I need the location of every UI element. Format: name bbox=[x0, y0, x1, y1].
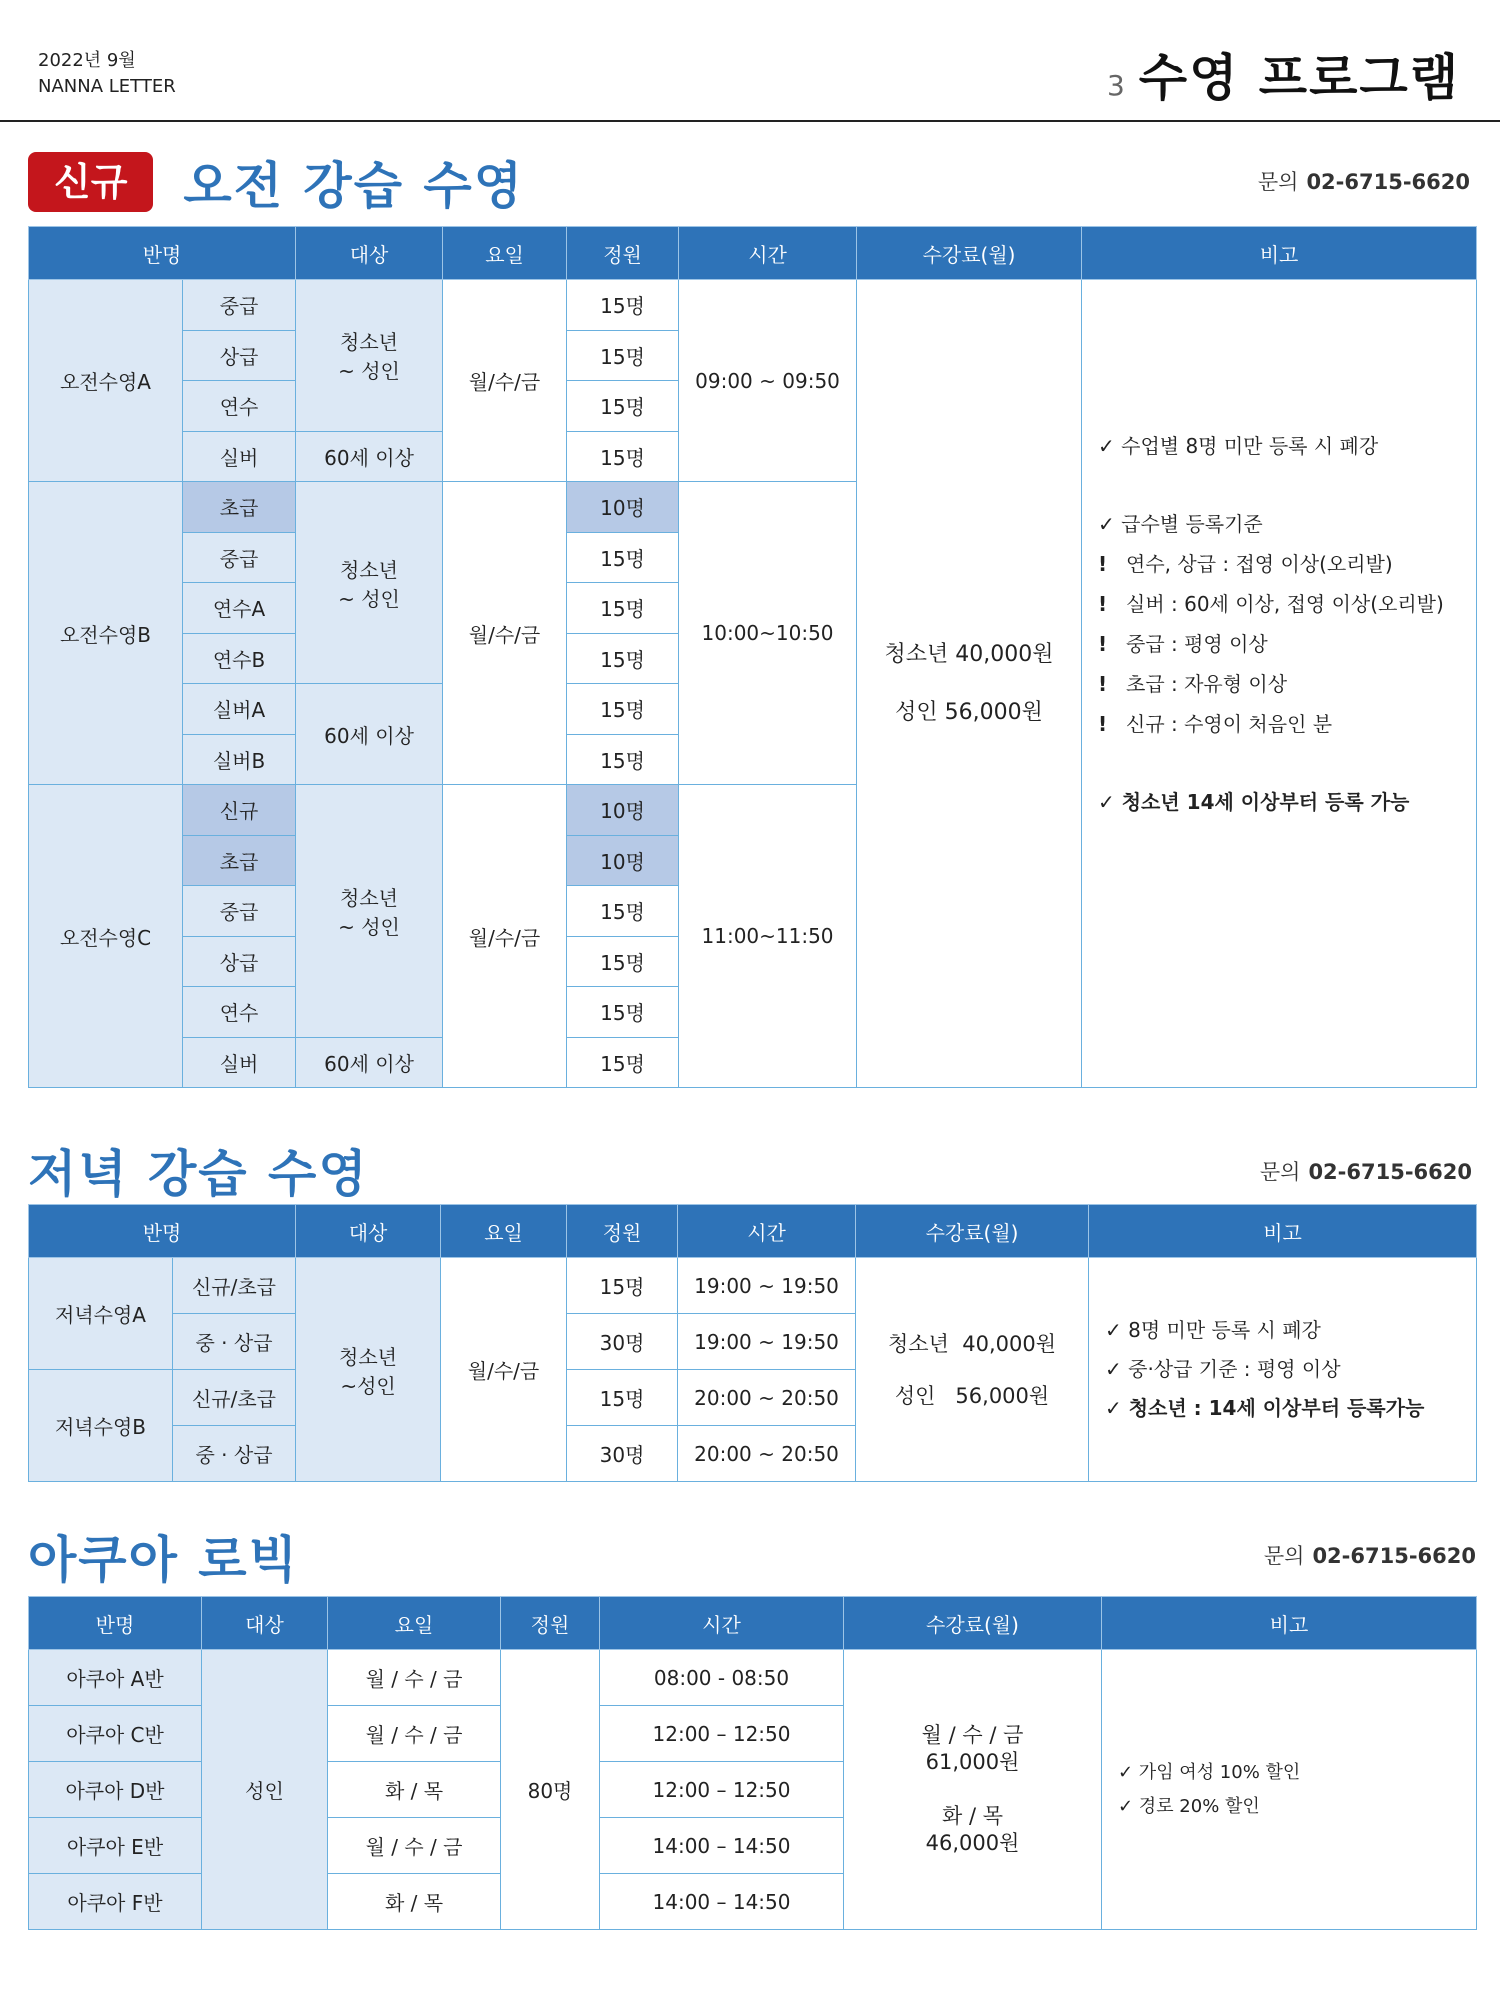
col-capacity: 정원 bbox=[501, 1597, 600, 1650]
days: 월 / 수 / 금 bbox=[328, 1706, 501, 1762]
time: 19:00 ~ 19:50 bbox=[678, 1314, 856, 1370]
days: 월 / 수 / 금 bbox=[328, 1818, 501, 1874]
days: 월/수/금 bbox=[441, 1258, 567, 1482]
target: 60세 이상 bbox=[296, 684, 443, 785]
time: 10:00~10:50 bbox=[679, 482, 857, 785]
fee-cell bbox=[857, 280, 1082, 1088]
level: 신규 bbox=[183, 785, 296, 836]
note-line: ✓ 8명 미만 등록 시 폐강 bbox=[1105, 1318, 1321, 1342]
target: 성인 bbox=[202, 1650, 328, 1930]
notes-cell bbox=[1082, 280, 1477, 1088]
col-target: 대상 bbox=[202, 1597, 328, 1650]
col-target: 대상 bbox=[296, 227, 443, 280]
aqua-contact bbox=[1264, 1540, 1476, 1570]
level: 중급 bbox=[183, 532, 296, 583]
capacity: 30명 bbox=[567, 1426, 678, 1482]
issue-info bbox=[38, 48, 176, 100]
capacity: 15명 bbox=[567, 280, 679, 331]
capacity: 15명 bbox=[567, 987, 679, 1038]
level: 상급 bbox=[183, 330, 296, 381]
col-note: 비고 bbox=[1089, 1205, 1477, 1258]
fee-adult: 성인 56,000원 bbox=[894, 1383, 1050, 1408]
capacity: 15명 bbox=[567, 431, 679, 482]
time: 09:00 ~ 09:50 bbox=[679, 280, 857, 482]
note-line: ✓ 중·상급 기준 : 평영 이상 bbox=[1105, 1357, 1341, 1381]
col-capacity: 정원 bbox=[567, 1205, 678, 1258]
newsletter-name: NANNA LETTER bbox=[38, 76, 176, 97]
note-line: ✓ 가임 여성 10% 할인 bbox=[1118, 1761, 1301, 1783]
time: 20:00 ~ 20:50 bbox=[678, 1370, 856, 1426]
class-name: 아쿠아 F반 bbox=[29, 1874, 202, 1930]
class-name: 오전수영C bbox=[29, 785, 183, 1088]
evening-contact bbox=[1260, 1156, 1472, 1186]
capacity: 10명 bbox=[567, 835, 679, 886]
col-fee: 수강료(월) bbox=[844, 1597, 1102, 1650]
target: 청소년 ~ 성인 bbox=[296, 482, 443, 684]
note-line: ✓ 경로 20% 할인 bbox=[1118, 1795, 1260, 1817]
contact-label: 문의 bbox=[1257, 170, 1299, 194]
page-heading bbox=[1107, 38, 1460, 110]
target: 60세 이상 bbox=[296, 431, 443, 482]
exclamation-icon: ! bbox=[1098, 631, 1108, 656]
time: 20:00 ~ 20:50 bbox=[678, 1426, 856, 1482]
capacity: 10명 bbox=[567, 785, 679, 836]
fee-youth: 청소년 40,000원 bbox=[888, 1331, 1056, 1356]
level: 중 · 상급 bbox=[173, 1314, 296, 1370]
exclamation-icon: ! bbox=[1098, 551, 1108, 576]
col-fee: 수강료(월) bbox=[856, 1205, 1089, 1258]
morning-section-title: 오전 강습 수영 bbox=[183, 157, 525, 215]
level: 초급 bbox=[183, 482, 296, 533]
time: 08:00 - 08:50 bbox=[600, 1650, 844, 1706]
note-line: ✓ 수업별 8명 미만 등록 시 폐강 bbox=[1098, 433, 1379, 458]
target: 청소년 ~ 성인 bbox=[296, 785, 443, 1038]
capacity: 15명 bbox=[567, 1037, 679, 1088]
capacity: 15명 bbox=[567, 936, 679, 987]
contact-phone: 02-6715-6620 bbox=[1308, 1160, 1472, 1184]
notes-cell bbox=[1102, 1650, 1477, 1930]
level: 중급 bbox=[183, 280, 296, 331]
aqua-section-title: 아쿠아 로빅 bbox=[28, 1531, 299, 1589]
col-note: 비고 bbox=[1102, 1597, 1477, 1650]
issue-date: 2022년 9월 bbox=[38, 50, 136, 71]
contact-label: 문의 bbox=[1259, 1160, 1301, 1184]
col-class-name: 반명 bbox=[29, 1205, 296, 1258]
notes-cell bbox=[1089, 1258, 1477, 1482]
capacity: 15명 bbox=[567, 886, 679, 937]
class-name: 아쿠아 D반 bbox=[29, 1762, 202, 1818]
fee-cell bbox=[844, 1650, 1102, 1930]
capacity: 15명 bbox=[567, 734, 679, 785]
class-name: 아쿠아 C반 bbox=[29, 1706, 202, 1762]
capacity: 15명 bbox=[567, 583, 679, 634]
time: 19:00 ~ 19:50 bbox=[678, 1258, 856, 1314]
morning-schedule-table bbox=[28, 226, 1477, 1088]
contact-label: 문의 bbox=[1263, 1544, 1305, 1568]
level: 신규/초급 bbox=[173, 1370, 296, 1426]
contact-phone: 02-6715-6620 bbox=[1306, 170, 1470, 194]
level: 연수A bbox=[183, 583, 296, 634]
days: 월 / 수 / 금 bbox=[328, 1650, 501, 1706]
col-class-name: 반명 bbox=[29, 227, 296, 280]
aqua-title-row bbox=[28, 1520, 299, 1592]
capacity: 15명 bbox=[567, 381, 679, 432]
evening-title-row bbox=[28, 1134, 369, 1206]
target: 60세 이상 bbox=[296, 1037, 443, 1088]
capacity: 15명 bbox=[567, 1258, 678, 1314]
col-time: 시간 bbox=[600, 1597, 844, 1650]
days: 월/수/금 bbox=[443, 280, 567, 482]
time: 12:00 – 12:50 bbox=[600, 1762, 844, 1818]
note-spacer bbox=[1098, 466, 1476, 504]
new-badge: 신규 bbox=[28, 152, 153, 212]
level: 실버 bbox=[183, 1037, 296, 1088]
col-target: 대상 bbox=[296, 1205, 441, 1258]
col-time: 시간 bbox=[679, 227, 857, 280]
fee-amount: 61,000원 bbox=[925, 1750, 1020, 1774]
level: 연수 bbox=[183, 987, 296, 1038]
note-line: ! 초급 : 자유형 이상 bbox=[1098, 664, 1476, 704]
level: 중 · 상급 bbox=[173, 1426, 296, 1482]
capacity: 15명 bbox=[567, 684, 679, 735]
level: 초급 bbox=[183, 835, 296, 886]
time: 11:00~11:50 bbox=[679, 785, 857, 1088]
time: 14:00 – 14:50 bbox=[600, 1818, 844, 1874]
level: 실버A bbox=[183, 684, 296, 735]
exclamation-icon: ! bbox=[1098, 711, 1108, 736]
note-line: ✓ 급수별 등록기준 bbox=[1098, 511, 1263, 536]
days: 월/수/금 bbox=[443, 785, 567, 1088]
level: 중급 bbox=[183, 886, 296, 937]
col-note: 비고 bbox=[1082, 227, 1477, 280]
level: 신규/초급 bbox=[173, 1258, 296, 1314]
time: 12:00 – 12:50 bbox=[600, 1706, 844, 1762]
col-capacity: 정원 bbox=[567, 227, 679, 280]
fee-cell bbox=[856, 1258, 1089, 1482]
note-line: ✓ 청소년 14세 이상부터 등록 가능 bbox=[1098, 789, 1410, 814]
note-line: ! 실버 : 60세 이상, 접영 이상(오리발) bbox=[1098, 584, 1476, 624]
col-fee: 수강료(월) bbox=[857, 227, 1082, 280]
class-name: 오전수영B bbox=[29, 482, 183, 785]
capacity: 15명 bbox=[567, 633, 679, 684]
fee-adult: 성인 56,000원 bbox=[895, 699, 1043, 725]
level: 연수B bbox=[183, 633, 296, 684]
class-name: 아쿠아 E반 bbox=[29, 1818, 202, 1874]
days: 화 / 목 bbox=[328, 1762, 501, 1818]
evening-section-title: 저녁 강습 수영 bbox=[28, 1145, 369, 1203]
level: 연수 bbox=[183, 381, 296, 432]
col-time: 시간 bbox=[678, 1205, 856, 1258]
level: 실버 bbox=[183, 431, 296, 482]
capacity: 80명 bbox=[501, 1650, 600, 1930]
class-name: 아쿠아 A반 bbox=[29, 1650, 202, 1706]
class-name: 오전수영A bbox=[29, 280, 183, 482]
days: 화 / 목 bbox=[328, 1874, 501, 1930]
note-line: ✓ 청소년 : 14세 이상부터 등록가능 bbox=[1105, 1396, 1425, 1420]
morning-title-row bbox=[28, 146, 524, 218]
capacity: 15명 bbox=[567, 1370, 678, 1426]
days: 월/수/금 bbox=[443, 482, 567, 785]
exclamation-icon: ! bbox=[1098, 671, 1108, 696]
note-line: ! 연수, 상급 : 접영 이상(오리발) bbox=[1098, 544, 1476, 584]
target: 청소년 ~성인 bbox=[296, 1258, 441, 1482]
time: 14:00 – 14:50 bbox=[600, 1874, 844, 1930]
level: 실버B bbox=[183, 734, 296, 785]
col-days: 요일 bbox=[443, 227, 567, 280]
note-line: ! 신규 : 수영이 처음인 분 bbox=[1098, 704, 1476, 744]
page-header bbox=[0, 0, 1500, 122]
col-class-name: 반명 bbox=[29, 1597, 202, 1650]
fee-youth: 청소년 40,000원 bbox=[884, 641, 1054, 667]
class-name: 저녁수영B bbox=[29, 1370, 173, 1482]
fee-amount: 46,000원 bbox=[925, 1831, 1020, 1855]
class-name: 저녁수영A bbox=[29, 1258, 173, 1370]
col-days: 요일 bbox=[328, 1597, 501, 1650]
col-days: 요일 bbox=[441, 1205, 567, 1258]
exclamation-icon: ! bbox=[1098, 591, 1108, 616]
target: 청소년 ~ 성인 bbox=[296, 280, 443, 432]
capacity: 30명 bbox=[567, 1314, 678, 1370]
capacity: 15명 bbox=[567, 330, 679, 381]
level: 상급 bbox=[183, 936, 296, 987]
capacity: 10명 bbox=[567, 482, 679, 533]
note-spacer bbox=[1098, 744, 1476, 782]
page-number: 3 bbox=[1106, 69, 1125, 102]
contact-phone: 02-6715-6620 bbox=[1312, 1544, 1476, 1568]
capacity: 15명 bbox=[567, 532, 679, 583]
fee-days: 화 / 목 bbox=[942, 1804, 1003, 1828]
fee-spacer bbox=[844, 1776, 1101, 1803]
note-line: ! 중급 : 평영 이상 bbox=[1098, 624, 1476, 664]
fee-days: 월 / 수 / 금 bbox=[921, 1723, 1024, 1747]
page-title: 수영 프로그램 bbox=[1138, 49, 1460, 107]
morning-contact bbox=[1258, 166, 1470, 196]
evening-schedule-table bbox=[28, 1204, 1477, 1482]
aqua-schedule-table bbox=[28, 1596, 1477, 1930]
note-spacer bbox=[1098, 822, 1476, 942]
